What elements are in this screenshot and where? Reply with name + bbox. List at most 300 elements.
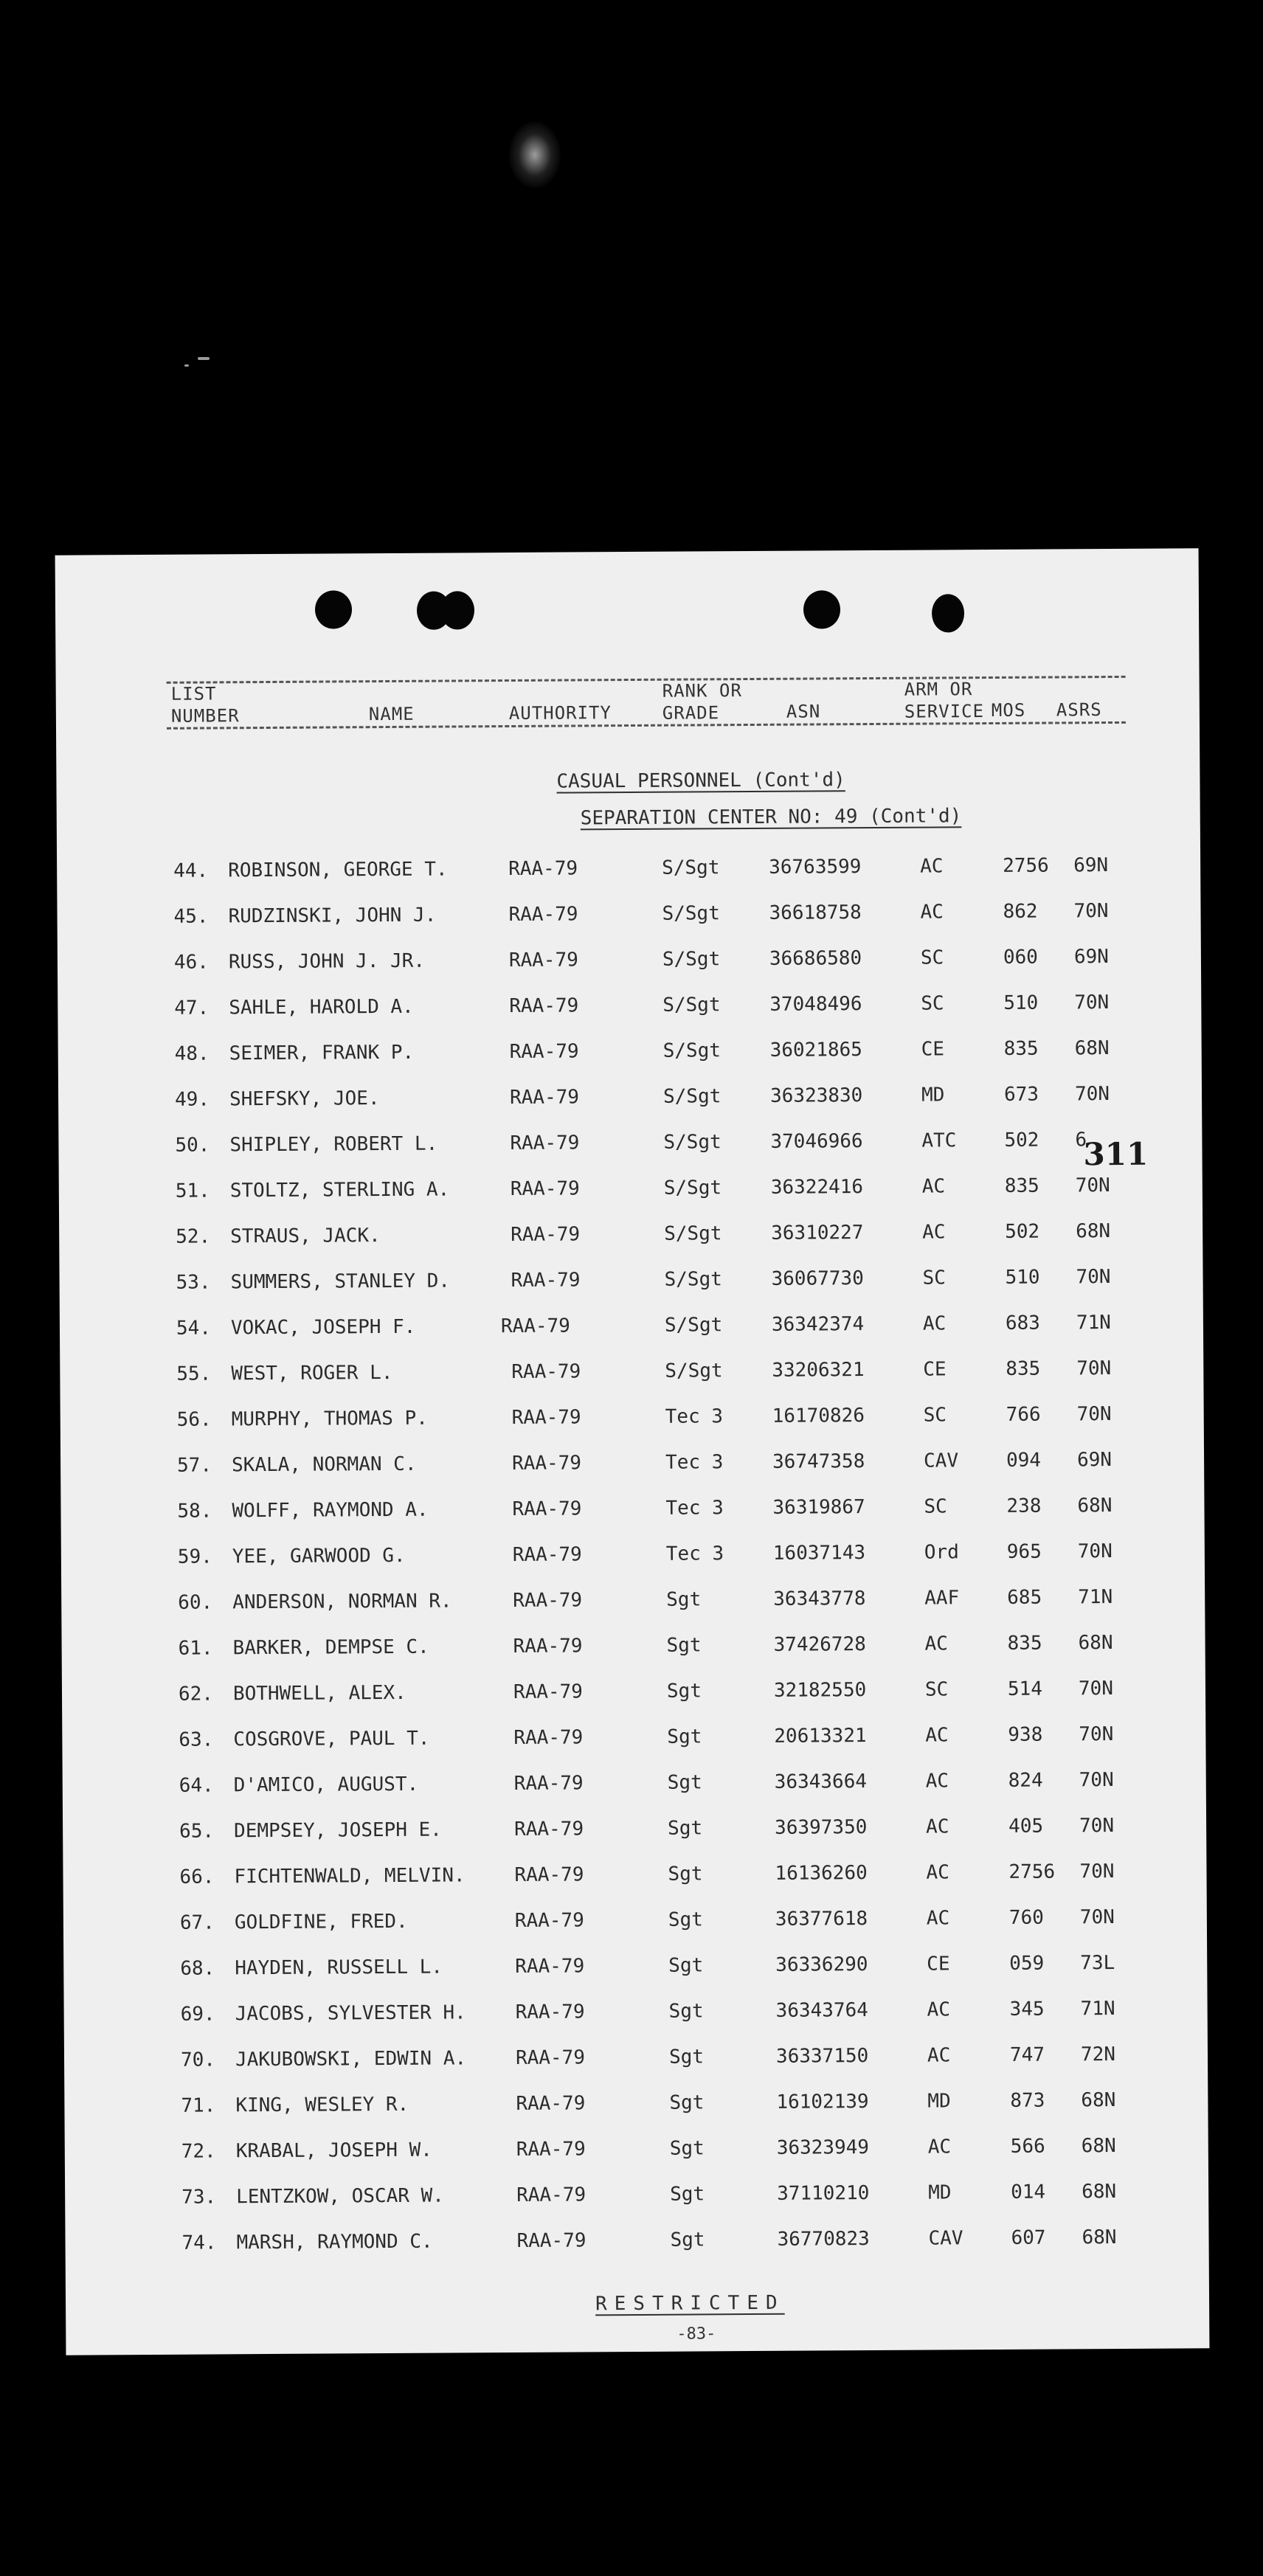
rank-cell: S/Sgt <box>664 1314 723 1337</box>
mos-cell: 566 <box>1010 2135 1045 2158</box>
table-row <box>65 2180 1208 2216</box>
asn-cell: 36343764 <box>775 1999 868 2022</box>
asn-cell: 16170826 <box>772 1405 865 1427</box>
rank-cell: S/Sgt <box>662 994 721 1017</box>
name-cell: MARSH, RAYMOND C. <box>236 2230 433 2254</box>
table-row <box>59 1174 1203 1210</box>
authority-cell: RAA-79 <box>515 1955 585 1978</box>
arm-cell: Ord <box>924 1541 959 1564</box>
asrs-cell: 68N <box>1077 1495 1113 1517</box>
table-row <box>62 1722 1205 1759</box>
authority-cell: RAA-79 <box>508 903 578 927</box>
asn-cell: 36377618 <box>775 1908 868 1931</box>
arm-cell: CE <box>927 1953 950 1976</box>
header-rank-label: RANK OR <box>662 680 742 702</box>
header-rank-or-grade <box>662 679 743 724</box>
dust-speck <box>198 357 210 360</box>
table-row <box>57 899 1200 935</box>
light-glare <box>509 122 561 188</box>
asn-cell: 36337150 <box>775 2045 869 2068</box>
table-row <box>64 1997 1208 2033</box>
list-number: 57. <box>177 1454 212 1477</box>
punch-hole <box>932 594 964 632</box>
authority-cell: RAA-79 <box>514 1818 584 1841</box>
authority-cell: RAA-79 <box>516 2138 586 2161</box>
list-number: 70. <box>180 2049 216 2071</box>
authority-cell: RAA-79 <box>511 1360 581 1383</box>
asn-cell: 36322416 <box>770 1176 864 1199</box>
authority-cell: RAA-79 <box>513 1772 584 1795</box>
arm-cell: AC <box>927 1998 951 2021</box>
arm-cell: AC <box>926 1907 950 1930</box>
list-number: 65. <box>179 1820 215 1843</box>
asn-cell: 36342374 <box>771 1313 865 1336</box>
name-cell: WEST, ROGER L. <box>231 1361 393 1385</box>
asn-cell: 36618758 <box>769 901 862 924</box>
asn-cell: 36770823 <box>777 2228 870 2251</box>
mos-cell: 510 <box>1003 991 1039 1014</box>
table-row <box>61 1585 1205 1621</box>
name-cell: RUDZINSKI, JOHN J. <box>228 904 437 928</box>
mos-cell: 510 <box>1005 1266 1040 1289</box>
asn-cell: 36336290 <box>775 1953 868 1976</box>
asn-cell: 36343664 <box>774 1770 868 1793</box>
arm-cell: AAF <box>924 1587 960 1610</box>
rank-cell: Sgt <box>668 2046 705 2068</box>
authority-cell: RAA-79 <box>512 1452 582 1475</box>
table-row <box>58 1082 1202 1118</box>
table-row <box>65 2226 1208 2262</box>
table-row <box>63 1905 1207 1942</box>
name-cell: VOKAC, JOSEPH F. <box>230 1315 416 1340</box>
header-list-label: LIST <box>170 683 217 704</box>
authority-cell: RAA-79 <box>514 1909 584 1932</box>
name-cell: D'AMICO, AUGUST. <box>233 1773 419 1797</box>
rank-cell: Sgt <box>668 1908 703 1931</box>
authority-cell: RAA-79 <box>516 2184 586 2206</box>
header-arm-label: ARM OR <box>904 679 973 700</box>
rank-cell: S/Sgt <box>662 1039 722 1062</box>
mos-cell: 514 <box>1007 1677 1043 1700</box>
section-title: CASUAL PERSONNEL (Cont'd) <box>556 769 845 793</box>
page-number: -83- <box>677 2324 716 2344</box>
list-number: 49. <box>174 1088 210 1111</box>
arm-cell: AC <box>920 855 944 878</box>
mos-cell: 502 <box>1005 1220 1040 1243</box>
list-number: 67. <box>179 1911 215 1934</box>
list-number: 56. <box>176 1408 212 1431</box>
arm-cell: CAV <box>923 1450 959 1472</box>
list-number: 68. <box>180 1957 215 1980</box>
list-number: 74. <box>181 2232 217 2254</box>
arm-cell: SC <box>920 946 944 969</box>
mos-cell: 673 <box>1003 1083 1039 1106</box>
asn-cell: 36319867 <box>772 1496 865 1519</box>
dust-speck <box>184 364 189 367</box>
asrs-cell: 68N <box>1081 2089 1116 2112</box>
list-number: 73. <box>181 2186 217 2209</box>
table-row <box>58 1036 1202 1073</box>
name-cell: KING, WESLEY R. <box>235 2093 409 2117</box>
list-number: 58. <box>177 1500 212 1523</box>
name-cell: JAKUBOWSKI, EDWIN A. <box>235 2047 467 2071</box>
asrs-cell: 70N <box>1074 991 1110 1014</box>
asn-cell: 36343778 <box>773 1588 866 1610</box>
asrs-cell: 71N <box>1078 1586 1113 1609</box>
authority-cell: RAA-79 <box>513 1589 583 1612</box>
table-row <box>63 1814 1206 1850</box>
list-number: 46. <box>173 951 209 974</box>
name-cell: HAYDEN, RUSSELL L. <box>235 1956 443 1980</box>
rank-cell: Sgt <box>668 2000 704 2023</box>
asrs-cell: 69N <box>1073 854 1109 877</box>
rank-cell: Sgt <box>669 2137 705 2160</box>
mos-cell: 835 <box>1007 1632 1042 1655</box>
asrs-cell: 70N <box>1078 1677 1114 1700</box>
asrs-cell: 68N <box>1082 2181 1117 2203</box>
name-cell: SAHLE, HAROLD A. <box>229 995 414 1019</box>
asn-cell: 33206321 <box>772 1359 865 1382</box>
authority-cell: RAA-79 <box>511 1223 581 1247</box>
table-row <box>58 945 1201 981</box>
name-cell: FICHTENWALD, MELVIN. <box>234 1864 466 1888</box>
mos-cell: 683 <box>1005 1312 1041 1334</box>
list-number: 66. <box>179 1866 215 1888</box>
arm-cell: AC <box>927 2136 952 2158</box>
mos-cell: 766 <box>1006 1403 1041 1426</box>
rank-cell: S/Sgt <box>662 902 720 925</box>
restricted-marking: RESTRICTED <box>595 2291 785 2316</box>
arm-cell: AC <box>922 1312 947 1335</box>
table-row <box>59 1219 1203 1256</box>
asrs-cell: 70N <box>1076 1357 1112 1380</box>
list-number: 59. <box>177 1545 212 1568</box>
asrs-cell: 6 <box>1075 1129 1087 1152</box>
header-mos: MOS <box>991 699 1026 721</box>
name-cell: KRABAL, JOSEPH W. <box>235 2139 432 2163</box>
asrs-cell: 70N <box>1079 1815 1115 1838</box>
punch-hole <box>315 590 352 629</box>
asn-cell: 37110210 <box>777 2182 870 2205</box>
header-name: NAME <box>368 703 415 725</box>
arm-cell: CE <box>921 1038 945 1061</box>
asn-cell: 36323830 <box>769 1084 863 1107</box>
name-cell: BOTHWELL, ALEX. <box>232 1681 406 1706</box>
asrs-cell: 73L <box>1080 1952 1115 1975</box>
authority-cell: RAA-79 <box>516 2092 586 2115</box>
arm-cell: MD <box>927 2090 951 2113</box>
table-row <box>63 1860 1206 1896</box>
mos-cell: 405 <box>1008 1815 1044 1838</box>
authority-cell: RAA-79 <box>508 949 578 972</box>
list-number: 47. <box>174 997 210 1019</box>
list-number: 64. <box>179 1774 214 1797</box>
authority-cell: RAA-79 <box>511 1269 581 1292</box>
document-page <box>55 548 1210 2355</box>
asn-cell: 36686580 <box>769 947 862 970</box>
mos-cell: 824 <box>1008 1769 1043 1792</box>
mos-cell: 345 <box>1009 1998 1045 2021</box>
header-asrs: ASRS <box>1056 699 1102 721</box>
asrs-cell: 71N <box>1076 1312 1112 1334</box>
header-authority: AUTHORITY <box>508 702 612 724</box>
mos-cell: 014 <box>1011 2181 1046 2203</box>
arm-cell: SC <box>922 1267 946 1289</box>
name-cell: SEIMER, FRANK P. <box>229 1041 415 1065</box>
asrs-cell: 69N <box>1076 1449 1113 1472</box>
arm-cell: AC <box>921 1175 946 1198</box>
arm-cell: AC <box>927 2044 951 2067</box>
asrs-cell: 69N <box>1073 946 1109 969</box>
name-cell: WOLFF, RAYMOND A. <box>232 1498 429 1523</box>
authority-cell: RAA-79 <box>511 1406 581 1429</box>
list-number: 45. <box>173 905 209 928</box>
rank-cell: Tec 3 <box>665 1451 724 1474</box>
mos-cell: 965 <box>1006 1540 1042 1563</box>
rank-cell: Sgt <box>668 1954 704 1977</box>
list-number: 51. <box>175 1180 210 1202</box>
asn-cell: 16136260 <box>775 1862 868 1885</box>
rank-cell: S/Sgt <box>664 1222 722 1245</box>
mos-cell: 873 <box>1010 2089 1045 2112</box>
asn-cell: 37426728 <box>773 1633 866 1656</box>
authority-cell: RAA-79 <box>513 1680 584 1703</box>
rank-cell: S/Sgt <box>662 948 721 971</box>
asrs-cell: 70N <box>1079 1769 1114 1792</box>
name-cell: STOLTZ, STERLING A. <box>229 1178 450 1202</box>
arm-cell: SC <box>924 1678 949 1701</box>
header-service-label: SERVICE <box>904 701 985 722</box>
arm-cell: AC <box>922 1221 946 1244</box>
authority-cell: RAA-79 <box>515 2001 585 2023</box>
header-asn: ASN <box>786 701 821 722</box>
list-number: 63. <box>179 1728 214 1751</box>
rank-cell: Sgt <box>668 1863 703 1886</box>
arm-cell: CE <box>923 1358 947 1381</box>
mos-cell: 059 <box>1009 1952 1045 1975</box>
authority-cell: RAA-79 <box>510 1132 580 1155</box>
authority-cell: RAA-79 <box>508 857 578 881</box>
punch-hole <box>803 590 840 629</box>
mos-cell: 060 <box>1003 946 1038 969</box>
asrs-cell: 70N <box>1074 1083 1110 1106</box>
name-cell: SUMMERS, STANLEY D. <box>230 1270 451 1294</box>
asrs-cell: 68N <box>1076 1220 1111 1243</box>
asn-cell: 36021865 <box>769 1039 863 1062</box>
asn-cell: 36763599 <box>769 856 862 879</box>
authority-cell: RAA-79 <box>510 1177 580 1201</box>
list-number: 54. <box>176 1317 212 1340</box>
asrs-cell: 72N <box>1080 2043 1116 2066</box>
asrs-cell: 70N <box>1076 1266 1111 1289</box>
name-cell: SKALA, NORMAN C. <box>232 1453 417 1477</box>
name-cell: ROBINSON, GEORGE T. <box>228 858 448 882</box>
rank-cell: S/Sgt <box>663 1131 722 1154</box>
asrs-cell: 70N <box>1077 1540 1113 1563</box>
rank-cell: Sgt <box>666 1680 702 1703</box>
table-row <box>60 1311 1203 1347</box>
list-number: 44. <box>173 859 209 882</box>
rank-cell: Sgt <box>666 1634 702 1657</box>
rank-cell: S/Sgt <box>665 1360 723 1382</box>
rank-cell: Sgt <box>666 1588 702 1611</box>
punch-hole <box>440 591 474 629</box>
header-number-label: NUMBER <box>170 705 240 727</box>
list-number: 60. <box>178 1591 213 1614</box>
asn-cell: 36067730 <box>771 1267 864 1290</box>
table-row <box>62 1677 1205 1713</box>
arm-cell: AC <box>924 1632 949 1655</box>
table-row <box>62 1631 1205 1667</box>
table-row <box>64 2043 1208 2079</box>
asn-cell: 36397350 <box>775 1816 868 1839</box>
list-number: 69. <box>180 2003 215 2026</box>
table-row <box>59 1265 1203 1301</box>
rank-cell: Tec 3 <box>665 1543 724 1565</box>
arm-cell: SC <box>923 1404 947 1427</box>
mos-cell: 938 <box>1008 1723 1043 1746</box>
asn-cell: 16037143 <box>772 1542 866 1565</box>
asrs-cell: 70N <box>1079 1906 1115 1929</box>
mos-cell: 835 <box>1004 1174 1039 1197</box>
arm-cell: AC <box>920 901 944 924</box>
asrs-cell: 68N <box>1074 1037 1110 1060</box>
name-cell: STRAUS, JACK. <box>230 1225 381 1248</box>
name-cell: BARKER, DEMPSE C. <box>232 1635 429 1660</box>
list-number: 61. <box>178 1637 213 1660</box>
table-row <box>60 1494 1204 1530</box>
rank-cell: Sgt <box>667 1725 702 1748</box>
rank-cell: Tec 3 <box>665 1497 724 1520</box>
asn-cell: 16102139 <box>776 2091 869 2113</box>
mos-cell: 502 <box>1004 1129 1039 1152</box>
table-row <box>58 1128 1202 1164</box>
list-number: 52. <box>176 1225 211 1248</box>
asrs-cell: 68N <box>1078 1632 1113 1655</box>
mos-cell: 094 <box>1006 1449 1042 1472</box>
name-cell: JACOBS, SYLVESTER H. <box>235 2001 466 2026</box>
asn-cell: 32182550 <box>773 1679 867 1702</box>
mos-cell: 862 <box>1003 900 1038 923</box>
arm-cell: MD <box>928 2181 952 2204</box>
authority-cell: RAA-79 <box>516 2229 586 2252</box>
header-arm-or-service <box>904 678 985 723</box>
stamped-page-number: 311 <box>1083 1135 1149 1173</box>
arm-cell: MD <box>921 1084 945 1107</box>
table-row <box>65 2134 1208 2170</box>
asn-cell: 36747358 <box>772 1450 865 1473</box>
asrs-cell: 70N <box>1075 1174 1110 1197</box>
mos-cell: 607 <box>1011 2226 1046 2249</box>
name-cell: SHEFSKY, JOE. <box>229 1087 380 1111</box>
rank-cell: Tec 3 <box>665 1405 724 1428</box>
asn-cell: 36310227 <box>771 1222 864 1244</box>
list-number: 48. <box>174 1042 210 1065</box>
table-row <box>58 991 1201 1027</box>
mos-cell: 835 <box>1003 1037 1039 1060</box>
name-cell: YEE, GARWOOD G. <box>232 1544 406 1568</box>
mos-cell: 685 <box>1007 1586 1042 1609</box>
mos-cell: 2756 <box>1003 854 1049 877</box>
asrs-cell: 70N <box>1076 1403 1112 1426</box>
arm-cell: AC <box>926 1861 949 1884</box>
asn-cell: 37048496 <box>769 993 862 1016</box>
name-cell: RUSS, JOHN J. JR. <box>228 949 426 974</box>
list-number: 62. <box>178 1683 214 1706</box>
authority-cell: RAA-79 <box>513 1726 584 1749</box>
list-number: 55. <box>176 1363 212 1385</box>
name-cell: ANDERSON, NORMAN R. <box>232 1590 452 1614</box>
table-row <box>60 1448 1204 1484</box>
asrs-cell: 70N <box>1073 900 1109 923</box>
list-number: 71. <box>181 2094 216 2117</box>
subsection-title: SEPARATION CENTER NO: 49 (Cont'd) <box>580 805 962 830</box>
asrs-cell: 70N <box>1079 1860 1115 1883</box>
table-row <box>63 1768 1206 1804</box>
table-row <box>64 2088 1208 2125</box>
rank-cell: Sgt <box>668 1817 703 1840</box>
rank-cell: Sgt <box>670 2183 705 2206</box>
name-cell: LENTZKOW, OSCAR W. <box>236 2184 445 2209</box>
list-number: 50. <box>175 1134 210 1157</box>
asrs-cell: 68N <box>1081 2135 1116 2158</box>
arm-cell: CAV <box>928 2227 963 2250</box>
mos-cell: 2756 <box>1008 1860 1056 1883</box>
authority-cell: RAA-79 <box>500 1315 570 1338</box>
table-row <box>63 1951 1207 1987</box>
authority-cell: RAA-79 <box>509 1086 580 1109</box>
rank-cell: S/Sgt <box>662 1085 722 1108</box>
asn-cell: 37046966 <box>770 1130 863 1153</box>
asrs-cell: 68N <box>1082 2226 1117 2249</box>
rank-cell: S/Sgt <box>663 1177 722 1199</box>
rank-cell: Sgt <box>670 2229 705 2251</box>
table-row <box>61 1540 1205 1576</box>
name-cell: DEMPSEY, JOSEPH E. <box>234 1818 442 1843</box>
mos-cell: 238 <box>1006 1495 1042 1517</box>
authority-cell: RAA-79 <box>509 994 579 1018</box>
name-cell: GOLDFINE, FRED. <box>234 1910 408 1934</box>
asrs-cell: 70N <box>1079 1723 1114 1746</box>
mos-cell: 747 <box>1009 2043 1045 2066</box>
mos-cell: 835 <box>1006 1357 1041 1380</box>
rank-cell: S/Sgt <box>664 1268 722 1291</box>
authority-cell: RAA-79 <box>515 2046 586 2069</box>
name-cell: MURPHY, THOMAS P. <box>231 1407 428 1431</box>
table-row <box>60 1402 1204 1438</box>
asn-cell: 20613321 <box>774 1725 867 1748</box>
asrs-cell: 71N <box>1080 1998 1115 2021</box>
arm-cell: ATC <box>921 1129 957 1152</box>
authority-cell: RAA-79 <box>514 1863 584 1886</box>
authority-cell: RAA-79 <box>512 1498 582 1520</box>
asn-cell: 36323949 <box>776 2136 870 2159</box>
arm-cell: AC <box>925 1724 949 1747</box>
arm-cell: SC <box>921 992 944 1015</box>
list-number: 53. <box>176 1271 211 1294</box>
authority-cell: RAA-79 <box>513 1635 583 1658</box>
list-number: 72. <box>181 2140 216 2163</box>
arm-cell: AC <box>925 1770 949 1793</box>
arm-cell: AC <box>926 1815 949 1838</box>
name-cell: SHIPLEY, ROBERT L. <box>229 1132 438 1157</box>
arm-cell: SC <box>924 1495 947 1518</box>
header-grade-label: GRADE <box>662 702 720 724</box>
authority-cell: RAA-79 <box>509 1040 579 1064</box>
rank-cell: S/Sgt <box>662 856 720 879</box>
table-row <box>60 1357 1203 1393</box>
header-list-number <box>171 682 240 727</box>
